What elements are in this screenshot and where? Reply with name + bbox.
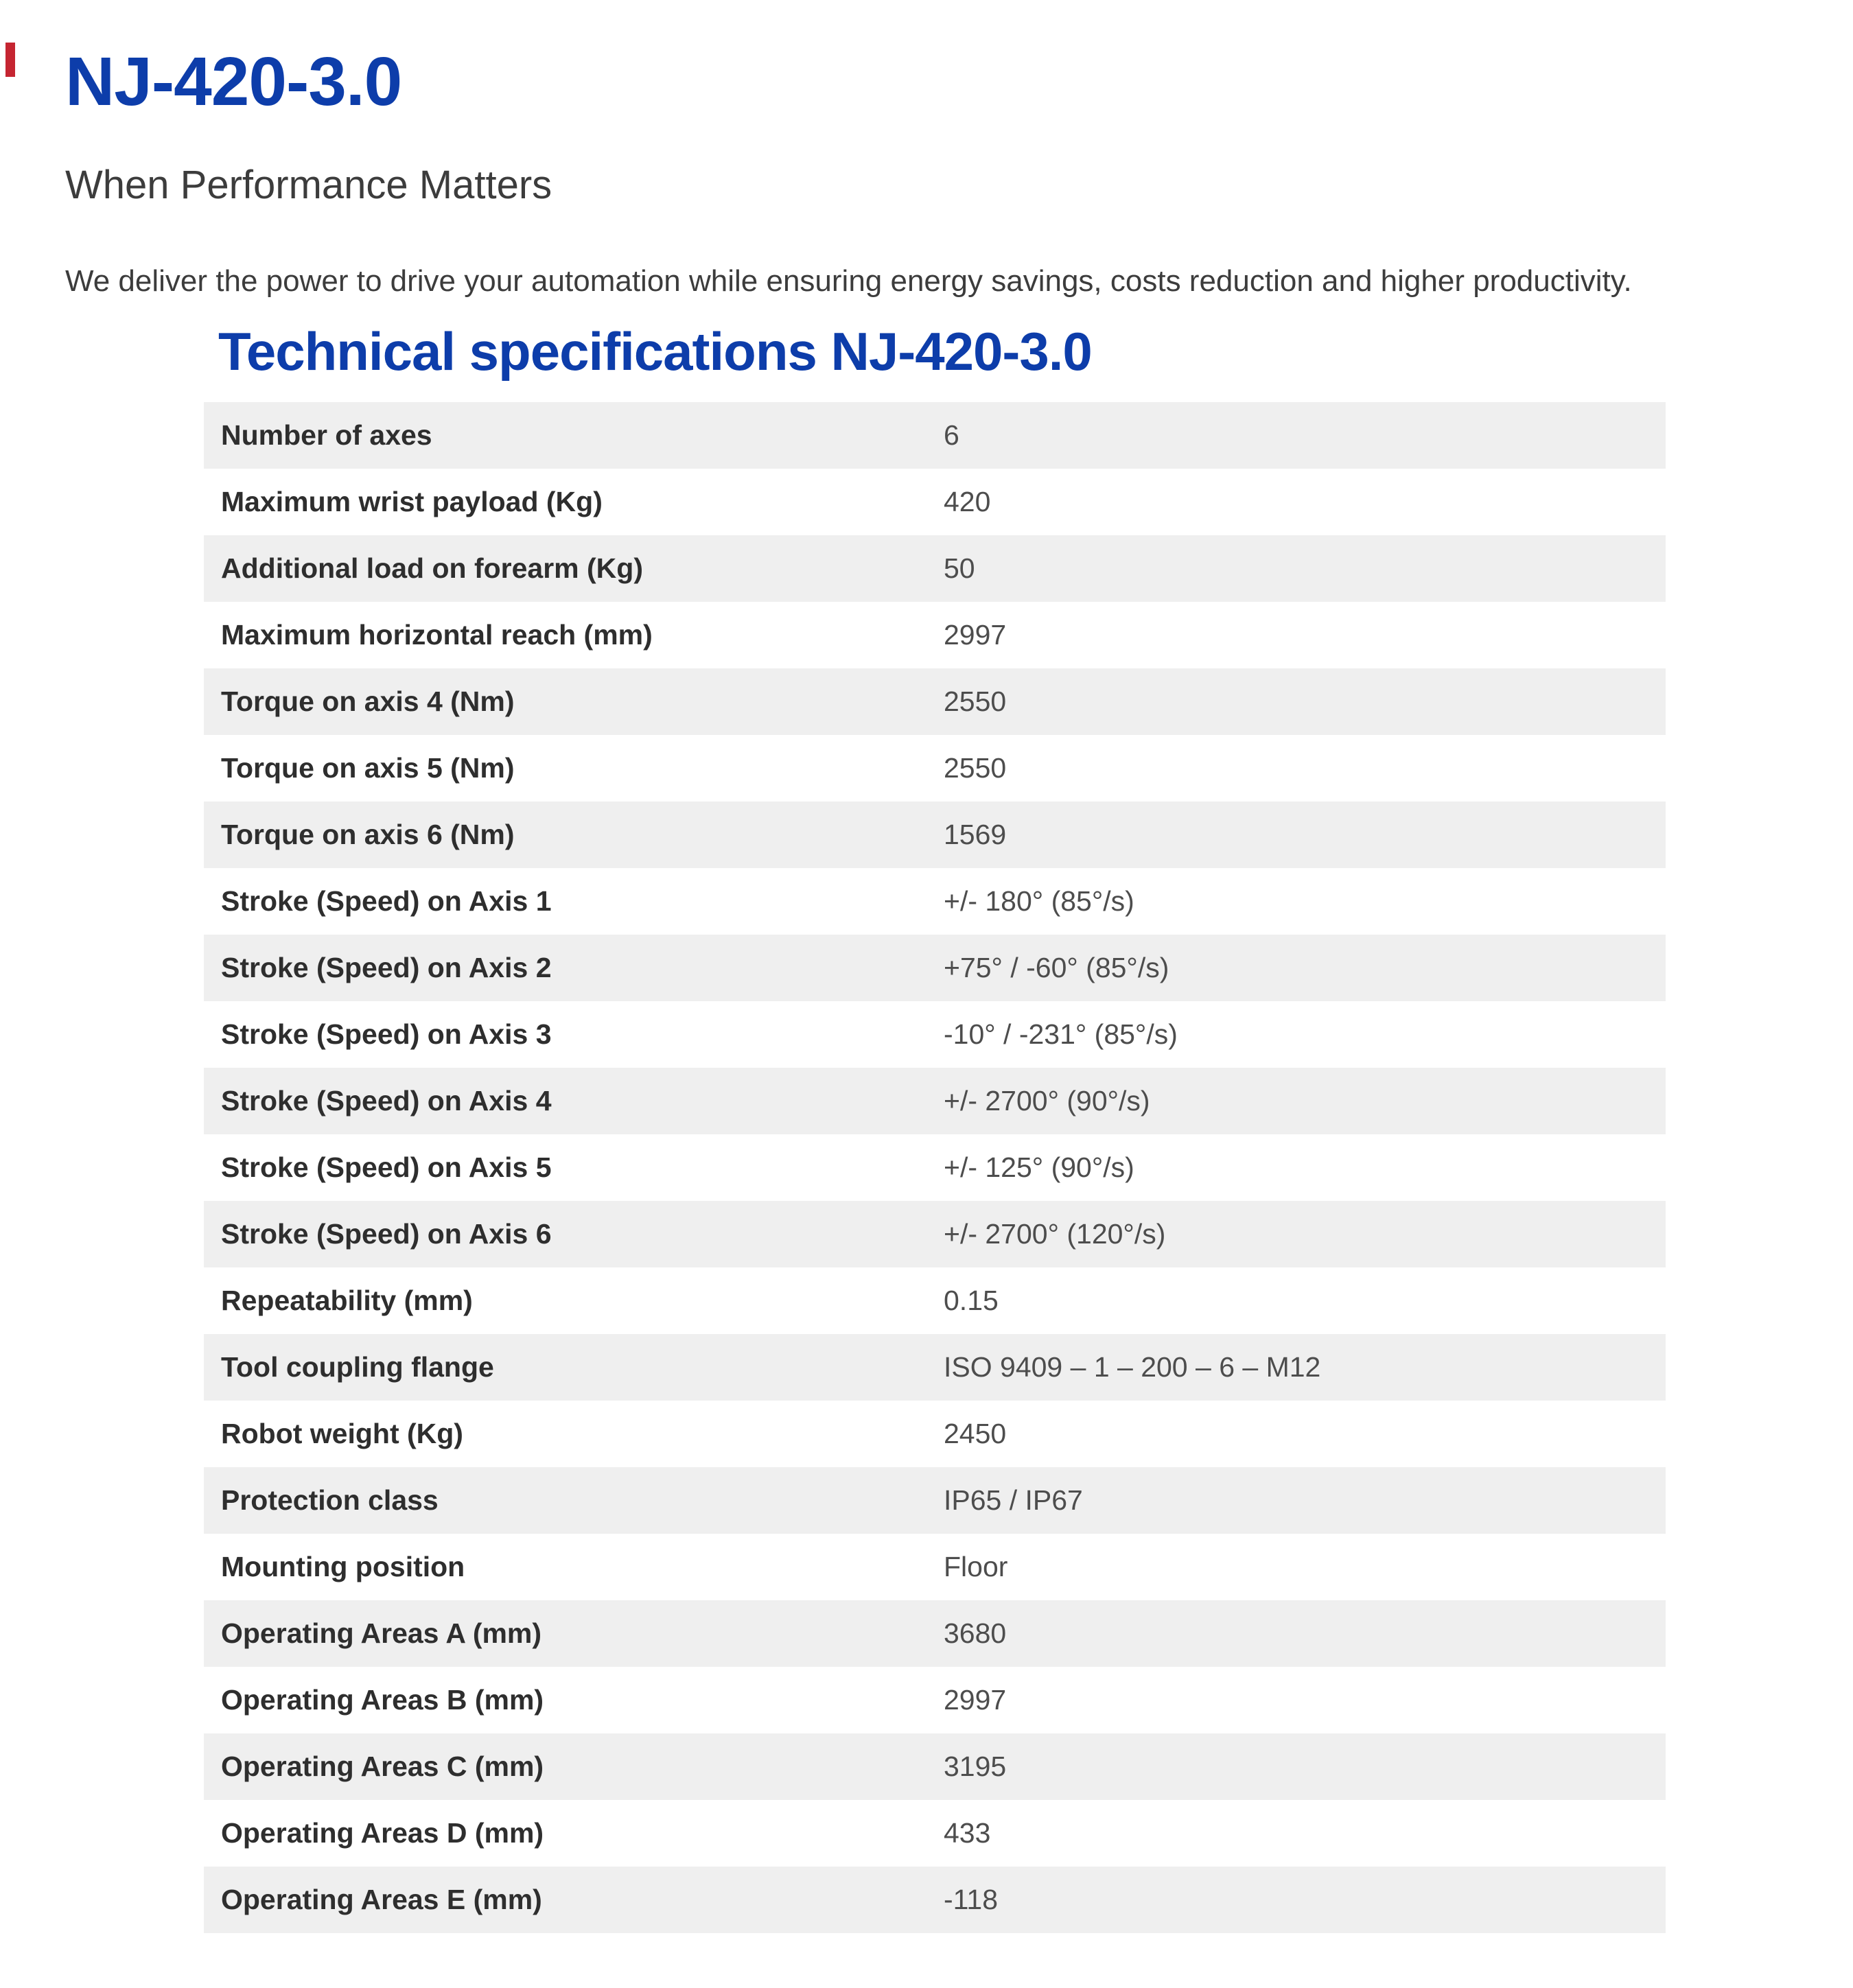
red-marker-artifact <box>5 43 15 77</box>
spec-value: 0.15 <box>944 1285 999 1317</box>
table-row <box>204 402 1666 469</box>
spec-value: 433 <box>944 1817 991 1849</box>
spec-label: Operating Areas B (mm) <box>221 1684 544 1716</box>
spec-value: Floor <box>944 1551 1008 1583</box>
spec-label: Torque on axis 5 (Nm) <box>221 752 515 784</box>
spec-value: +75° / -60° (85°/s) <box>944 952 1169 984</box>
spec-value: -10° / -231° (85°/s) <box>944 1018 1178 1051</box>
page-title: NJ-420-3.0 <box>65 43 402 120</box>
table-row <box>204 868 1666 935</box>
table-row <box>204 668 1666 735</box>
spec-value: 2997 <box>944 1684 1007 1716</box>
spec-value: 420 <box>944 486 991 518</box>
spec-value: 2450 <box>944 1418 1007 1450</box>
spec-label: Number of axes <box>221 419 432 452</box>
spec-label: Stroke (Speed) on Axis 3 <box>221 1018 552 1051</box>
spec-value: +/- 2700° (90°/s) <box>944 1085 1150 1117</box>
table-row <box>204 1800 1666 1867</box>
spec-value: +/- 2700° (120°/s) <box>944 1218 1166 1250</box>
spec-value: +/- 180° (85°/s) <box>944 885 1134 917</box>
spec-table <box>204 402 1666 1933</box>
spec-label: Stroke (Speed) on Axis 4 <box>221 1085 552 1117</box>
table-row <box>204 1733 1666 1800</box>
page-description: We deliver the power to drive your automation while ensuring energy savings, costs reduction and higher productivity. <box>65 264 1632 298</box>
spec-value: 2550 <box>944 686 1007 718</box>
spec-value: ISO 9409 – 1 – 200 – 6 – M12 <box>944 1351 1321 1383</box>
spec-value: 50 <box>944 552 975 585</box>
spec-label: Maximum horizontal reach (mm) <box>221 619 653 651</box>
spec-value: -118 <box>944 1884 999 1916</box>
table-row <box>204 535 1666 602</box>
table-row <box>204 1001 1666 1068</box>
table-row <box>204 1201 1666 1267</box>
table-row <box>204 802 1666 868</box>
spec-label: Robot weight (Kg) <box>221 1418 463 1450</box>
table-row <box>204 1134 1666 1201</box>
spec-label: Stroke (Speed) on Axis 5 <box>221 1151 552 1184</box>
spec-label: Stroke (Speed) on Axis 1 <box>221 885 552 917</box>
spec-label: Operating Areas E (mm) <box>221 1884 542 1916</box>
spec-label: Tool coupling flange <box>221 1351 494 1383</box>
spec-label: Stroke (Speed) on Axis 2 <box>221 952 552 984</box>
table-row <box>204 735 1666 802</box>
spec-value: IP65 / IP67 <box>944 1484 1083 1517</box>
table-row <box>204 935 1666 1001</box>
table-row <box>204 1267 1666 1334</box>
table-row <box>204 1534 1666 1600</box>
spec-value: 2550 <box>944 752 1007 784</box>
spec-label: Mounting position <box>221 1551 465 1583</box>
table-row <box>204 1401 1666 1467</box>
spec-label: Repeatability (mm) <box>221 1285 473 1317</box>
spec-value: 3195 <box>944 1751 1007 1783</box>
spec-label: Additional load on forearm (Kg) <box>221 552 643 585</box>
table-row <box>204 1467 1666 1534</box>
spec-label: Operating Areas A (mm) <box>221 1617 542 1650</box>
table-row <box>204 1867 1666 1933</box>
table-row <box>204 469 1666 535</box>
spec-value: 2997 <box>944 619 1007 651</box>
table-row <box>204 1600 1666 1667</box>
spec-label: Maximum wrist payload (Kg) <box>221 486 603 518</box>
table-row <box>204 1068 1666 1134</box>
spec-value: 1569 <box>944 819 1007 851</box>
spec-label: Stroke (Speed) on Axis 6 <box>221 1218 552 1250</box>
spec-label: Operating Areas D (mm) <box>221 1817 544 1849</box>
table-row <box>204 1334 1666 1401</box>
spec-label: Protection class <box>221 1484 439 1517</box>
spec-label: Torque on axis 4 (Nm) <box>221 686 515 718</box>
table-row <box>204 1667 1666 1733</box>
section-heading: Technical specifications NJ-420-3.0 <box>218 321 1092 382</box>
page-subtitle: When Performance Matters <box>65 163 552 207</box>
spec-value: 3680 <box>944 1617 1007 1650</box>
spec-value: +/- 125° (90°/s) <box>944 1151 1134 1184</box>
table-row <box>204 602 1666 668</box>
spec-value: 6 <box>944 419 959 452</box>
spec-label: Torque on axis 6 (Nm) <box>221 819 515 851</box>
spec-label: Operating Areas C (mm) <box>221 1751 544 1783</box>
